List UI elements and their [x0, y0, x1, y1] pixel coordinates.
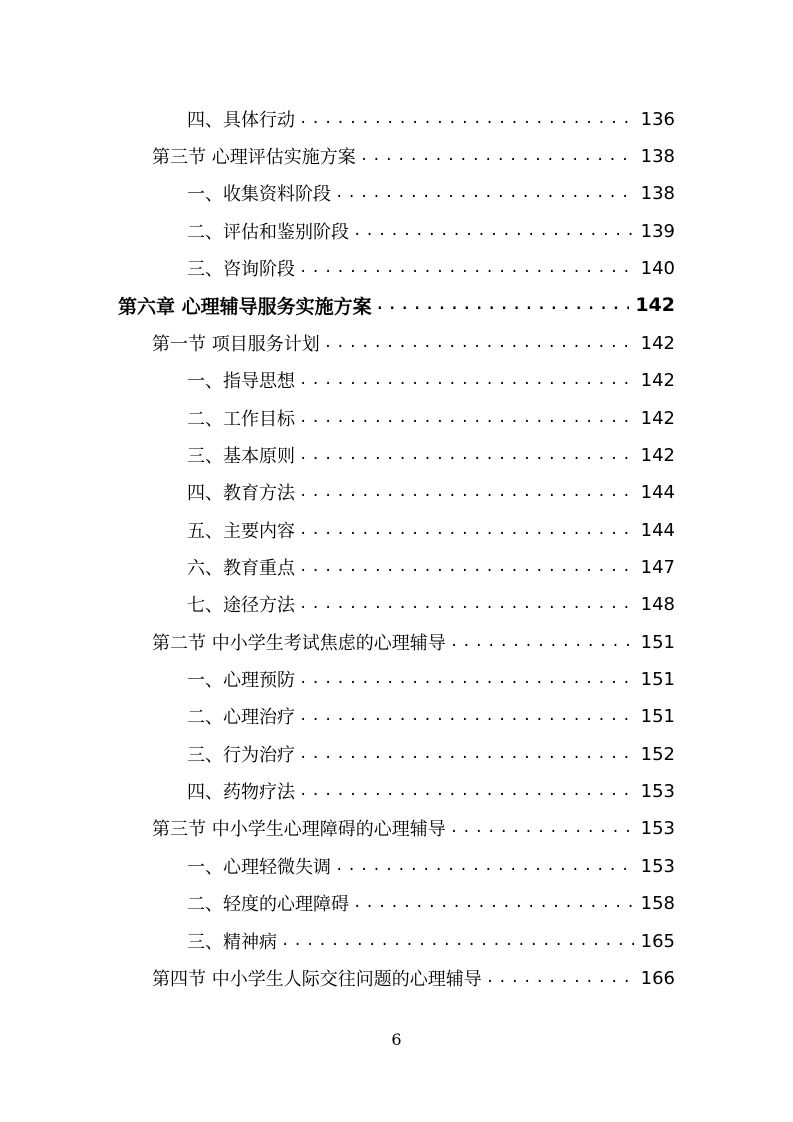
toc-entry-page: 142	[640, 444, 675, 466]
toc-entry-title: 一、心理轻微失调	[187, 857, 331, 878]
dot-leader	[299, 552, 635, 582]
toc-entry-page: 142	[640, 407, 675, 429]
toc-entry[interactable]	[187, 589, 675, 619]
toc-entry[interactable]	[187, 888, 675, 918]
toc-entry[interactable]	[152, 627, 675, 657]
toc-entry-page: 140	[640, 257, 675, 279]
toc-entry[interactable]	[152, 813, 675, 843]
toc-entry[interactable]	[187, 776, 675, 806]
dot-leader	[450, 627, 635, 657]
toc-entry-title: 一、指导思想	[187, 371, 295, 392]
toc-entry-title: 三、基本原则	[187, 446, 295, 467]
dot-leader	[335, 851, 635, 881]
toc-entry-page: 139	[640, 220, 675, 242]
toc-entry-page: 151	[640, 668, 675, 690]
toc-entry[interactable]	[187, 477, 675, 507]
toc-entry-page: 138	[640, 182, 675, 204]
toc-entry-page: 142	[635, 294, 675, 316]
toc-entry[interactable]	[152, 963, 675, 993]
toc-entry-page: 138	[640, 145, 675, 167]
toc-entry[interactable]	[187, 664, 675, 694]
toc-entry-page: 148	[640, 593, 675, 615]
toc-entry-page: 151	[640, 705, 675, 727]
toc-entry[interactable]	[187, 739, 675, 769]
dot-leader	[486, 963, 635, 993]
toc-entry[interactable]	[152, 328, 675, 358]
toc-entry-page: 152	[640, 743, 675, 765]
toc-entry-title: 一、心理预防	[187, 670, 295, 691]
toc-entry-title: 六、教育重点	[187, 558, 295, 579]
dot-leader	[299, 440, 635, 470]
toc-entry-title: 二、轻度的心理障碍	[187, 894, 349, 915]
dot-leader	[450, 813, 635, 843]
toc-entry[interactable]	[187, 701, 675, 731]
toc-entry-page: 153	[640, 855, 675, 877]
page-number: 6	[391, 1030, 402, 1049]
toc-entry[interactable]	[187, 253, 675, 283]
dot-leader	[299, 739, 635, 769]
dot-leader	[299, 701, 635, 731]
toc-entry-chapter[interactable]	[118, 290, 675, 320]
toc-entry[interactable]	[187, 926, 675, 956]
toc-entry[interactable]	[187, 403, 675, 433]
toc-entry-title: 第四节 中小学生人际交往问题的心理辅导	[152, 969, 482, 990]
toc-entry[interactable]	[152, 141, 675, 171]
toc-entry[interactable]	[187, 216, 675, 246]
toc-entry-title: 四、具体行动	[187, 110, 295, 131]
dot-leader	[299, 515, 635, 545]
toc-entry-page: 158	[640, 892, 675, 914]
dot-leader	[299, 253, 635, 283]
toc-entry-title: 三、行为治疗	[187, 745, 295, 766]
dot-leader	[299, 104, 635, 134]
toc-entry-title: 五、主要内容	[187, 521, 295, 542]
toc-entry[interactable]	[187, 515, 675, 545]
toc-entry-page: 142	[640, 332, 675, 354]
dot-leader	[335, 178, 635, 208]
dot-leader	[360, 141, 635, 171]
toc-entry[interactable]	[187, 365, 675, 395]
dot-leader	[299, 664, 635, 694]
toc-entry-title: 三、精神病	[187, 932, 277, 953]
toc-entry-title: 第二节 中小学生考试焦虑的心理辅导	[152, 633, 446, 654]
toc-entry-title: 二、工作目标	[187, 409, 295, 430]
toc-entry-title: 二、心理治疗	[187, 707, 295, 728]
toc-entry-page: 144	[640, 481, 675, 503]
dot-leader	[353, 216, 635, 246]
dot-leader	[299, 365, 635, 395]
dot-leader	[324, 328, 635, 358]
toc-entry-page: 166	[640, 967, 675, 989]
toc-entry-page: 165	[640, 930, 675, 952]
dot-leader	[299, 477, 635, 507]
toc-entry[interactable]	[187, 440, 675, 470]
dot-leader	[376, 290, 630, 320]
dot-leader	[281, 926, 635, 956]
toc-entry-title: 第六章 心理辅导服务实施方案	[118, 295, 372, 318]
toc-entry-page: 144	[640, 519, 675, 541]
toc-entry-title: 第一节 项目服务计划	[152, 334, 320, 355]
toc-entry-title: 第三节 中小学生心理障碍的心理辅导	[152, 819, 446, 840]
toc-entry-page: 151	[640, 631, 675, 653]
toc-entry-title: 二、评估和鉴别阶段	[187, 222, 349, 243]
toc-entry[interactable]	[187, 104, 675, 134]
toc-entry-page: 153	[640, 780, 675, 802]
toc-entry-page: 147	[640, 556, 675, 578]
toc-entry-title: 四、药物疗法	[187, 782, 295, 803]
dot-leader	[353, 888, 635, 918]
toc-entry-page: 153	[640, 817, 675, 839]
toc-entry-title: 一、收集资料阶段	[187, 184, 331, 205]
toc-entry-title: 三、咨询阶段	[187, 259, 295, 280]
toc-entry-page: 142	[640, 369, 675, 391]
dot-leader	[299, 776, 635, 806]
toc-entry[interactable]	[187, 552, 675, 582]
dot-leader	[299, 403, 635, 433]
toc-entry-page: 136	[640, 108, 675, 130]
toc-entry-title: 四、教育方法	[187, 483, 295, 504]
toc-entry[interactable]	[187, 851, 675, 881]
toc-entry-title: 七、途径方法	[187, 595, 295, 616]
dot-leader	[299, 589, 635, 619]
toc-entry[interactable]	[187, 178, 675, 208]
toc-entry-title: 第三节 心理评估实施方案	[152, 147, 356, 168]
